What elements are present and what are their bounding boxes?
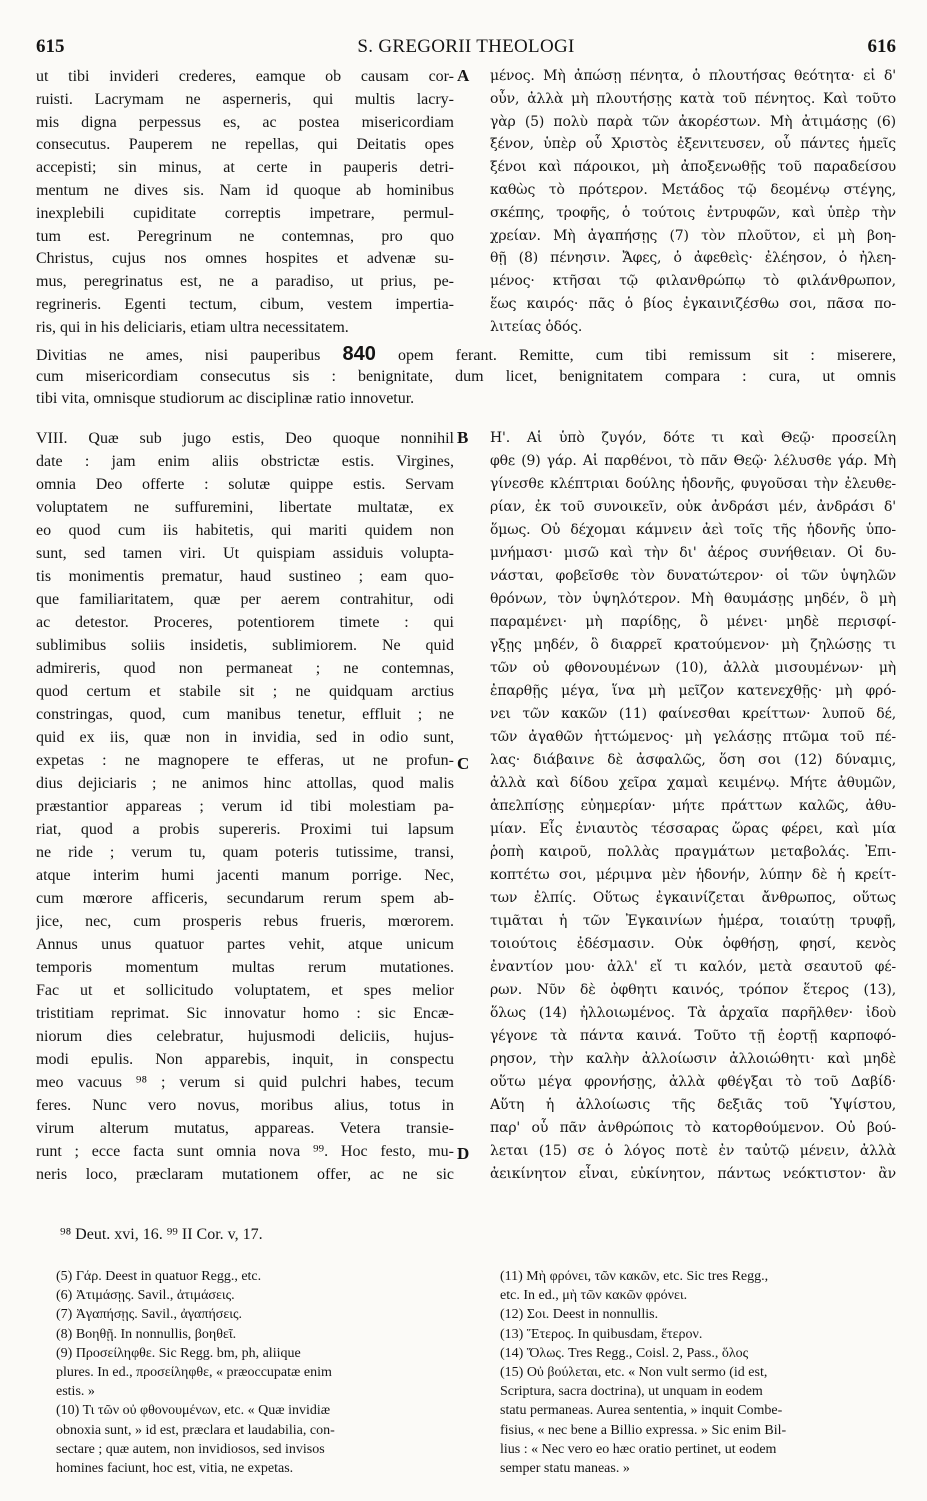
text-line: τῶν ἀγαθῶν ἡττώμενος· μὴ γελάσῃς πτῶμα τοῦ πέ- — [490, 729, 896, 745]
text-line: ξένοι καὶ πάροικοι, μὴ ἀποξενωθῇς τοῦ παραδείσου — [490, 159, 896, 176]
footnote-line: (11) Μὴ φρόνει, τῶν κακῶν, etc. Sic tres Regg., — [500, 1269, 769, 1284]
wide-line-3: tibi vita, omnisque studiorum ac disciplinæ ratio innovetur. — [36, 390, 415, 407]
text-line: ρησον, τὴν καλὴν ἀλλοίωσιν ἀλλοιώθητι· καὶ μηδὲ — [490, 1051, 896, 1067]
footnote-line: semper statu maneas. » — [500, 1461, 630, 1476]
text-line: ὅμως. Οὐ δέχομαι κάμνειν ἀεὶ τοῖς τῆς ἡδονῆς ὑπο- — [490, 522, 896, 538]
text-line: οὕτω μέγα φρονήσῃς, ἀλλὰ φθέγξαι τὸ τοῦ Δαβίδ· — [490, 1074, 896, 1090]
text-line: θρόνων, τὸν ὑψηλότερον. Μὴ θαυμάσῃς μηδέν, ὃ μὴ — [490, 591, 896, 607]
text-line: ne ride ; verum tu, quam poteris tutissime, transi, — [36, 844, 454, 861]
text-line: quid ex iis, quæ non in invidia, sed in odio sunt, — [36, 729, 454, 746]
footnote-line: etc. In ed., μὴ τῶν κακῶν φρόνει. — [500, 1288, 688, 1304]
text-line: ruisti. Lacrymam ne asperneris, qui multis lacry- — [36, 90, 454, 108]
text-line: ἀπελπίσῃς εὐημερίαν· μήτε πράττων καλῶς, ἀθυ- — [490, 798, 896, 814]
text-line: ἕως καιρός· πᾶς ὁ βίος ἐγκαινιζέσθω σοι, πᾶσα πο- — [490, 296, 896, 312]
text-line: atque interim humi jacenti manum porrige. Nec, — [36, 867, 454, 884]
text-line: λιτείας ὁδός. — [490, 318, 583, 335]
text-line: tristitiam reprimat. Sic innovatur homo : sic Encæ- — [36, 1005, 454, 1022]
text-line: runt ; ecce facta sunt omnia nova ⁹⁹. Hoc festo, mu- — [36, 1143, 454, 1160]
footnote-line: (15) Οὐ βούλεται, etc. « Non vult sermo (id est, — [500, 1365, 768, 1380]
text-line: voluptatem ne suffuremini, libertate multatæ, ex — [36, 499, 454, 516]
text-line: Annus unus quatuor partes vehit, atque unicum — [36, 936, 454, 953]
text-line: μίαν. Εἷς ἐνιαυτὸς τέσσαρας ὥρας φέρει, καὶ μία — [490, 821, 896, 837]
text-line: VIII. Quæ sub jugo estis, Deo quoque nonnihil — [36, 430, 454, 447]
text-line: quod certum et stabile sit ; ne quidquam arctius — [36, 683, 454, 700]
text-line: Η'. Αἱ ὑπὸ ζυγόν, δότε τι καὶ Θεῷ· προσείλη — [490, 430, 896, 446]
text-line: date : jam enim aliis obstrictæ estis. Virgines, — [36, 453, 454, 470]
section-marker-a: A — [457, 66, 470, 85]
text-line: niorum dies celebratur, hujusmodi deliciis, hujus- — [36, 1028, 454, 1045]
text-line: cum mœrore afficeris, secundarum rerum spem ab- — [36, 890, 454, 907]
edition-page-number: 840 — [342, 344, 376, 365]
footnote-line: (7) Ἀγαπήσῃς. Savil., ἀγαπήσεις. — [56, 1307, 243, 1323]
section-marker-c: C — [457, 754, 470, 773]
text-line: γέγονε τὰ πάντα καινά. Τοῦτο τῇ ἑορτῇ καρποφό- — [490, 1028, 896, 1044]
section-marker-b: B — [457, 428, 469, 447]
text-line: inexplebili cupiditate correptis impetrare, permul- — [36, 204, 454, 222]
text-line: γξῃς μηδέν, ὃ διαρρεῖ κρατούμενον· μὴ ζηλώσῃς τι — [490, 637, 896, 653]
footnote-line: statu permaneas. Aurea sententia, » inquit Combe- — [500, 1403, 783, 1419]
text-line: ut tibi invideri crederes, eamque ob causam cor- — [36, 68, 454, 85]
footnote-line: lius : « Nec vero eo hæc oratio pertinet, ut eodem — [500, 1441, 777, 1457]
text-line: σκέπης, τροφῆς, ὁ τούτοις ἐντρυφῶν, καὶ ὑπὲρ τὴν — [490, 204, 896, 221]
text-line: neris loco, præclaram mutationem offer, ac ne sic — [36, 1166, 454, 1183]
wide-line-1-part-b: opem ferant. Remitte, cum tibi remissum sit : miserere, — [397, 347, 896, 364]
text-line: γίνεσθε κλέπτριαι δούλης ἡδονῆς, φυγοῦσαι τὴν ἐλευθε- — [490, 476, 896, 492]
text-line: τοιούτοις ἐδέσμασιν. Οὐκ ὀφθήσῃ, φησί, κενὸς — [490, 936, 896, 952]
text-line: μένος. Μὴ ἀπώσῃ πένητα, ὁ πλουτήσας θεότητα· εἰ δ' — [490, 68, 896, 84]
page-number-right: 616 — [867, 36, 896, 57]
footnote-line: (12) Σοι. Deest in nonnullis. — [500, 1307, 659, 1323]
text-line: riat, quod a probis supereris. Proximi tui lapsum — [36, 821, 454, 838]
text-line: ris, qui in his deliciaris, etiam ultra necessitatem. — [36, 318, 349, 336]
wide-line-1-part-a: Divitias ne ames, nisi pauperibus — [36, 347, 321, 364]
section-marker-d: D — [457, 1144, 470, 1163]
text-line: μνήμασι· μισῶ καὶ τὴν δι' ἀέρος συνήθειαν. Οἱ δυ- — [490, 545, 896, 561]
footnote-line: homines faciunt, hoc est, vitia, ne expetas. — [56, 1461, 294, 1476]
text-line: ἐναντίον μου· ἀλλ' εἴ τι καλόν, μετὰ σεαυτοῦ φέ- — [490, 959, 896, 975]
page-number-left: 615 — [36, 36, 65, 57]
text-line: των ἐλπίς. Οὕτως ἐγκαινίζεται ἄνθρωπος, οὕτως — [490, 890, 896, 906]
text-line: κοπτέτω σοι, μέριμνα μὲν ἡδονήν, λύπην δὲ ἡ κρείτ- — [490, 867, 896, 883]
text-line: accepisti; sin minus, at certe in pauperis detri- — [36, 159, 454, 177]
text-line: que familiaritatem, quæ per aerem contrahitur, odi — [36, 591, 454, 608]
text-line: χρείαν. Μὴ ἀγαπήσῃς (7) τὸν πλοῦτον, εἰ μὴ βοη- — [490, 227, 896, 244]
footnote-line: obnoxia sunt, » id est, præclara et laudabilia, con- — [56, 1422, 335, 1438]
scripture-references: ⁹⁸ Deut. xvi, 16. ⁹⁹ II Cor. v, 17. — [60, 1226, 263, 1243]
text-line: ρίαν, ἐκ τοῦ συνοικεῖν, οὐκ ἀνδράσι μέν, ἀνδράσι δ' — [490, 499, 896, 515]
text-line: eo quod cum iis habitetis, qui mariti quidem non — [36, 522, 454, 539]
footnote-line: estis. » — [56, 1384, 95, 1400]
text-line: ἀλλὰ καὶ δίδου χεῖρα χαμαὶ κειμένῳ. Μήτε ἀθυμῶν, — [490, 775, 896, 791]
footnote-line: (6) Ἀτιμάσῃς. Savil., ἀτιμάσεις. — [56, 1288, 235, 1304]
text-line: præstantior appareas ; verum id tibi molestiam pa- — [36, 798, 454, 815]
footnote-line: (13) Ἕτερος. In quibusdam, ἕτερον. — [500, 1326, 703, 1342]
text-line: mentum ne dives sis. Nam id quoque ab hominibus — [36, 182, 454, 199]
text-line: omnia Deo offerte : solutæ quippe estis. Servam — [36, 476, 454, 493]
text-line: ἀεικίνητον εἶναι, εὐκίνητον, πάντως νεόκτιστον· ἂν — [490, 1166, 896, 1182]
footnote-line: (9) Προσείληφθε. Sic Regg. bm, ph, aliique — [56, 1345, 301, 1361]
text-line: expetas : ne magnopere te efferas, ut ne profun- — [36, 752, 454, 769]
text-line: Christus, cujus nos omnes hospites et advenæ su- — [36, 250, 454, 268]
text-line: ῥοπὴ καιροῦ, πολλὰς πραγμάτων μεταβολάς. Ἐπι- — [490, 844, 896, 860]
text-line: admireris, quod non permaneat ; ne contemnas, — [36, 660, 454, 677]
text-line: λας· διάβαινε δὲ ἀσφαλῶς, ὅση σοι (12) δύναμις, — [490, 752, 896, 768]
footnote-line: (5) Γάρ. Deest in quatuor Regg., etc. — [56, 1269, 262, 1284]
text-line: τῶν οὐ φθονουμένων (10), ἀλλὰ μισουμένων· μὴ — [490, 660, 896, 676]
text-line: tis monimentis prematur, haud sustineo ; eam quo- — [36, 568, 454, 585]
text-line: καθὼς τὸ πρότερον. Μετάδος τῷ δεομένῳ στέγης, — [490, 182, 896, 198]
footnote-line: (8) Βοηθῇ. In nonnullis, βοηθεῖ. — [56, 1326, 237, 1342]
text-line: γὰρ (5) πολὺ παρὰ τῶν ἀκορέστων. Μὴ ἀτιμάσῃς (6) — [490, 113, 896, 130]
footnote-line: plures. In ed., προσείληφθε, « præoccupatæ enim — [56, 1365, 332, 1380]
text-line: Fac ut et sollicitudo voluptatem, et spes melior — [36, 982, 454, 999]
footnote-line: (14) Ὅλως. Tres Regg., Coisl. 2, Pass., ὅλος — [500, 1345, 749, 1361]
text-line: Αὕτη ἡ ἀλλοίωσις τῆς δεξιᾶς τοῦ Ὑψίστου, — [490, 1097, 896, 1113]
footnote-line: sectare ; quæ autem, non invidiosos, sed invisos — [56, 1441, 325, 1457]
text-line: νει τῶν κακῶν (11) φαίνεσθαι κρείττων· λυποῦ δέ, — [490, 706, 896, 722]
text-line: dius dejiciaris ; ne animos hinc attollas, quod malis — [36, 775, 454, 792]
text-line: ρων. Νῦν δὲ ὀφθητι καινός, τρόπον ἕτερος (13), — [490, 982, 896, 998]
text-line: ὅλως (14) ἠλλοιωμένος. Τὰ ἀρχαῖα παρῆλθεν· ἰδοὺ — [490, 1005, 896, 1021]
text-line: τιμᾶται ἡ τῶν Ἐγκαινίων ἡμέρα, τοιαύτῃ τρυφῇ, — [490, 913, 896, 929]
running-title: S. GREGORII THEOLOGI — [357, 36, 575, 57]
text-line: λεται (15) σε ὁ λόγος ποτὲ ἐν ταὐτῷ μένειν, ἀλλὰ — [490, 1143, 896, 1159]
text-line: jice, nec, cum prosperis rebus frueris, mœrorem. — [36, 913, 454, 930]
text-line: mus, peregrinatus est, ne a paradiso, ut prius, pe- — [36, 273, 454, 291]
wide-line-2: cum misericordiam consecutus sis : benignitate, dum licet, benignitatem compara : cura, ut omnis — [36, 368, 896, 385]
text-line: feres. Nunc vero novus, moribus alius, totus in — [36, 1097, 454, 1114]
text-line: νάσται, φοβεῖσθε τὸν δυνατώτερον· οἱ τῶν ὑψηλῶν — [490, 568, 896, 584]
text-line: meo vacuus ⁹⁸ ; verum si quid pulchri habes, tecum — [36, 1074, 454, 1091]
text-line: οὖν, ἀλλὰ μὴ πλουτήσῃς κατὰ τοῦ πένητος. Καὶ τοῦτο — [490, 90, 896, 107]
text-line: modi epulis. Non apparebis, inquit, in conspectu — [36, 1051, 454, 1068]
text-line: mis digna perpessus es, ac postea misericordiam — [36, 113, 454, 131]
wide-line-1 — [36, 344, 896, 365]
text-line: sublimibus soliis insidetis, sublimiorem. Ne quid — [36, 637, 454, 654]
text-line: tum est. Peregrinum ne contemnas, pro quo — [36, 227, 454, 245]
text-line: ἐπαρθῇς μέγα, ἵνα μὴ μεῖζον κατενεχθῇς· μὴ φρό- — [490, 683, 896, 699]
text-line: παρ' οὗ πᾶν ἀνθρώποις τὸ κατορθούμενον. Οὐ βού- — [490, 1120, 896, 1136]
text-line: consecutus. Pauperem ne repellas, qui Deitatis opes — [36, 136, 454, 154]
text-line: παραμένει· μὴ παρίδῃς, ὃ μένει· μηδὲ περισφί- — [490, 614, 896, 630]
footnote-line: Scriptura, sacra doctrina), ut unquam in eodem — [500, 1384, 763, 1400]
text-line: ac detestor. Proceres, potentiorem timete : qui — [36, 614, 454, 631]
text-line: ξένον, ὑπὲρ οὗ Χριστὸς ἐξενιτευσεν, οὗ πάντες ἡμεῖς — [490, 136, 896, 153]
text-line: virum alterum mutatus, appareas. Vetera transie- — [36, 1120, 454, 1137]
footnote-line: fisius, « nec bene a Billio expressa. » Sic enim Bil- — [500, 1422, 787, 1438]
text-line: constringas, quod, cum manibus tenetur, effluit ; ne — [36, 706, 454, 723]
text-line: μένος· κτῆσαι τῷ φιλανθρώπῳ τὸ φιλάνθρωπον, — [490, 273, 896, 290]
text-line: θῇ (8) πένησιν. Ἄφες, ὁ ἀφεθεὶς· ἐλέησον, ὁ ἠλεη- — [490, 250, 896, 267]
text-line: φθε (9) γάρ. Αἱ παρθένοι, τὸ πᾶν Θεῷ· λέλυσθε γάρ. Μὴ — [490, 453, 896, 469]
text-line: sunt, sed tamen viri. Ut quispiam assiduis volupta- — [36, 545, 454, 562]
footnote-line: (10) Τι τῶν οὐ φθονουμένων, etc. « Quæ invidiæ — [56, 1403, 331, 1419]
text-line: regrineris. Egenti tectum, cibum, vestem impertia- — [36, 296, 454, 313]
page-header — [36, 36, 896, 60]
text-line: temporis momentum multas rerum mutationes. — [36, 959, 454, 976]
